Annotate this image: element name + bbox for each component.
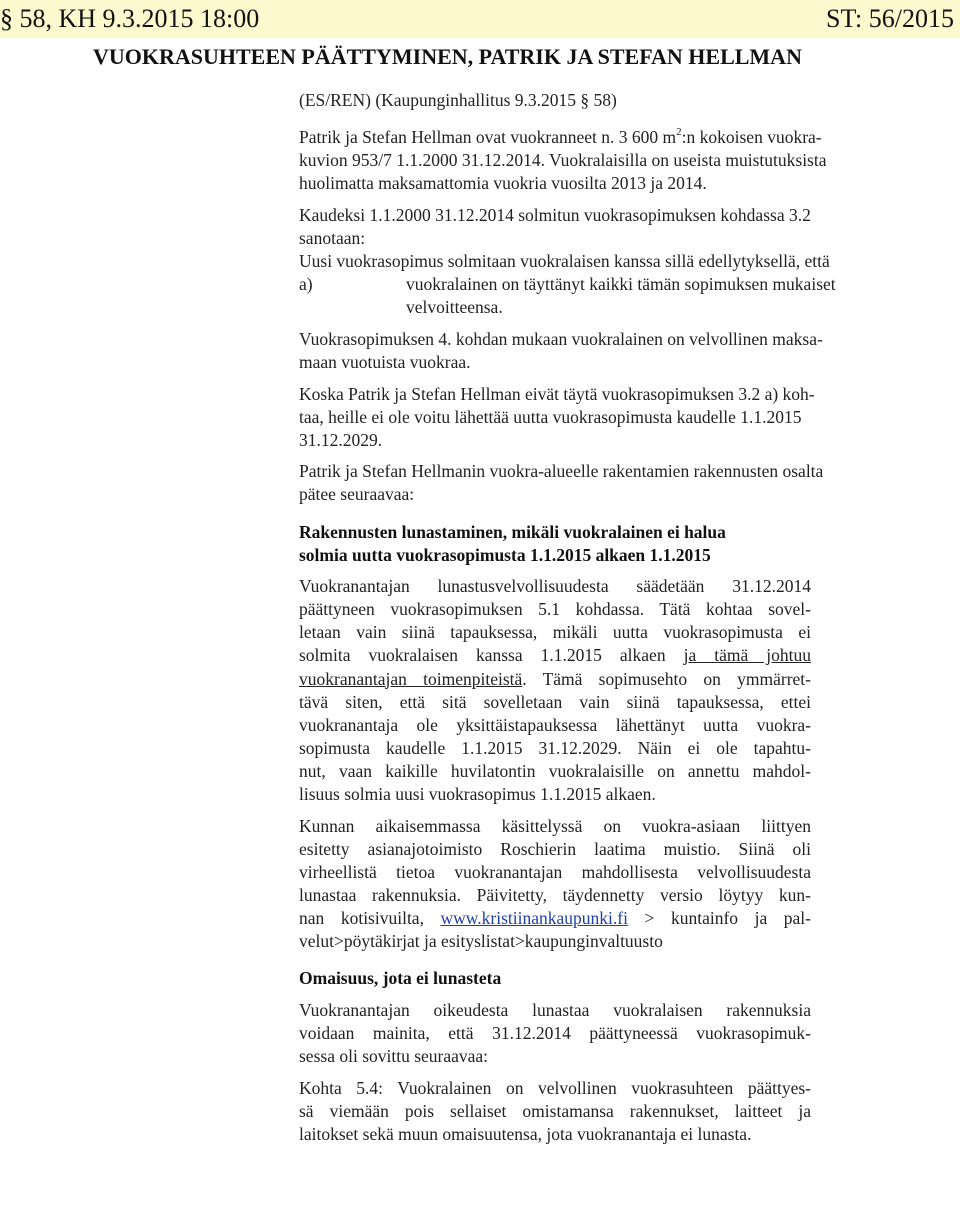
section4-paragraph [299, 328, 823, 374]
paragraph-line: Kunnan aikaisemmassa käsittelyssä on vuokra-asiaan liittyen [299, 815, 811, 836]
paragraph-line: päättyneen vuokrasopimuksen 5.1 kohdassa. Tätä kohtaa sovel- [299, 599, 811, 620]
paragraph-line: tävä siten, että sitä sovelletaan vain siinä tapauksessa, ettei [299, 691, 811, 712]
paragraph-line: sessa oli sovittu seuraavaa: [299, 1045, 489, 1066]
paragraph-line: voidaan mainita, että 31.12.2014 päättyneessä vuokrasopimuk- [299, 1022, 811, 1043]
paragraph-line: Vuokranantajan lunastusvelvollisuudesta säädetään 31.12.2014 [299, 576, 811, 597]
header-bar [0, 0, 960, 38]
text-fragment: . Tämä sopimusehto on ymmärret- [522, 668, 811, 689]
paragraph-line: Patrik ja Stefan Hellmanin vuokra-alueelle rakentamien rakennusten osalta [299, 461, 824, 482]
clause-paragraph [299, 204, 836, 319]
paragraph-line: pätee seuraavaa: [299, 484, 415, 505]
paragraph-line: sä viemään pois sellaiset omistamansa rakennukset, laitteet ja [299, 1100, 811, 1121]
text-fragment: Patrik ja Stefan Hellman ovat vuokranneet n. 3 600 m [299, 127, 677, 148]
list-marker: a) [299, 274, 313, 295]
since-paragraph [299, 383, 815, 452]
paragraph-line [299, 907, 811, 930]
text-fragment: > kuntainfo ja pal- [627, 908, 811, 928]
underlined-text: ja tämä johtuu [683, 645, 811, 666]
obligation-paragraph [299, 575, 811, 806]
text-fragment: nan kotisivuilta, [299, 908, 441, 928]
redemption-heading [299, 521, 811, 567]
paragraph-line: Kaudeksi 1.1.2000 31.12.2014 solmitun vuokrasopimuksen kohdassa 3.2 [299, 204, 811, 225]
list-item [299, 273, 836, 296]
document-body [299, 89, 836, 1146]
text-fragment: solmita vuokralaisen kanssa 1.1.2015 alkaen [299, 645, 684, 666]
paragraph-line: Vuokrasopimuksen 4. kohdan mukaan vuokralainen on velvollinen maksa- [299, 328, 823, 349]
list-item-text: vuokralainen on täyttänyt kaikki tämän sopimuksen mukaiset [406, 274, 836, 295]
document-title: VUOKRASUHTEEN PÄÄTTYMINEN, PATRIK JA STEFAN HELLMAN [93, 44, 802, 69]
paragraph-line: 31.12.2029. [299, 429, 383, 450]
heading-line: solmia uutta vuokrasopimusta 1.1.2015 alkaen 1.1.2015 [299, 544, 711, 565]
paragraph-line: lisuus solmia uusi vuokrasopimus 1.1.2015 alkaen. [299, 784, 656, 805]
section-heading: § 58, KH 9.3.2015 18:00 [0, 4, 260, 33]
paragraph-line [299, 126, 822, 149]
paragraph-line: virheellistä tietoa vuokranantajan mahdollisesta velvollisuudesta [299, 861, 811, 882]
paragraph-line: taa, heille ei ole voitu lähettää uutta vuokrasopimusta kaudelle 1.1.2015 [299, 406, 802, 427]
paragraph-line: huolimatta maksamattomia vuokria vuosilta 2013 ja 2014. [299, 173, 707, 194]
reference-line: (ES/REN) (Kaupunginhallitus 9.3.2015 § 58) [299, 90, 617, 110]
paragraph-line: Koska Patrik ja Stefan Hellman eivät täytä vuokrasopimuksen 3.2 a) koh- [299, 383, 815, 404]
paragraph-line: kuvion 953/7 1.1.2000 31.12.2014. Vuokralaisilla on useista muistutuksista [299, 150, 827, 171]
list-item-text: velvoitteensa. [406, 297, 503, 318]
paragraph-line: vuokranantaja ole yksittäistapauksessa lähettänyt uutta vuokra- [299, 714, 811, 735]
right-paragraph [299, 999, 811, 1068]
paragraph-line: Vuokranantajan oikeudesta lunastaa vuokralaisen rakennuksia [299, 999, 811, 1020]
paragraph-line: velut>pöytäkirjat ja esityslistat>kaupunginvaltuusto [299, 931, 663, 952]
paragraph-line: Uusi vuokrasopimus solmitaan vuokralaisen kanssa sillä edellytyksellä, että [299, 251, 830, 272]
paragraph-line: sopimusta kaudelle 1.1.2015 31.12.2029. Näin ei ole tapahtu- [299, 737, 811, 758]
property-heading: Omaisuus, jota ei lunasteta [299, 968, 502, 989]
website-link[interactable]: www.kristiinankaupunki.fi [440, 908, 628, 928]
paragraph-line: laitokset sekä muun omaisuutensa, jota vuokranantaja ei lunasta. [299, 1123, 752, 1144]
paragraph-line: Kohta 5.4: Vuokralainen on velvollinen vuokrasuhteen päättyes- [299, 1077, 811, 1098]
paragraph-line [299, 668, 811, 691]
paragraph-line: lunastaa rakennuksia. Päivitetty, täydennetty versio löytyy kun- [299, 884, 811, 905]
paragraph-line [299, 644, 811, 667]
item54-paragraph [299, 1077, 811, 1146]
paragraph-line: esitetty asianajotoimisto Roschierin laatima muistio. Siinä oli [299, 838, 811, 859]
paragraph-line: letaan vain siinä tapauksessa, mikäli uutta vuokrasopimusta ei [299, 622, 811, 643]
page-number: ST: 56/2015 [826, 4, 954, 33]
buildings-paragraph [299, 460, 824, 506]
intro-paragraph [299, 126, 827, 195]
underlined-text: vuokranantajan toimenpiteistä [299, 668, 523, 689]
paragraph-line: nut, vaan kaikille huvilatontin vuokralaisille on annettu mahdol- [299, 760, 811, 781]
superscript: 2 [676, 126, 682, 139]
memo-paragraph [299, 815, 811, 954]
paragraph-line: maan vuotuista vuokraa. [299, 351, 471, 372]
list-item-continuation [299, 296, 811, 319]
paragraph-line: sanotaan: [299, 227, 366, 248]
text-fragment: :n kokoisen vuokra- [681, 127, 822, 148]
heading-line: Rakennusten lunastaminen, mikäli vuokralainen ei halua [299, 521, 726, 542]
